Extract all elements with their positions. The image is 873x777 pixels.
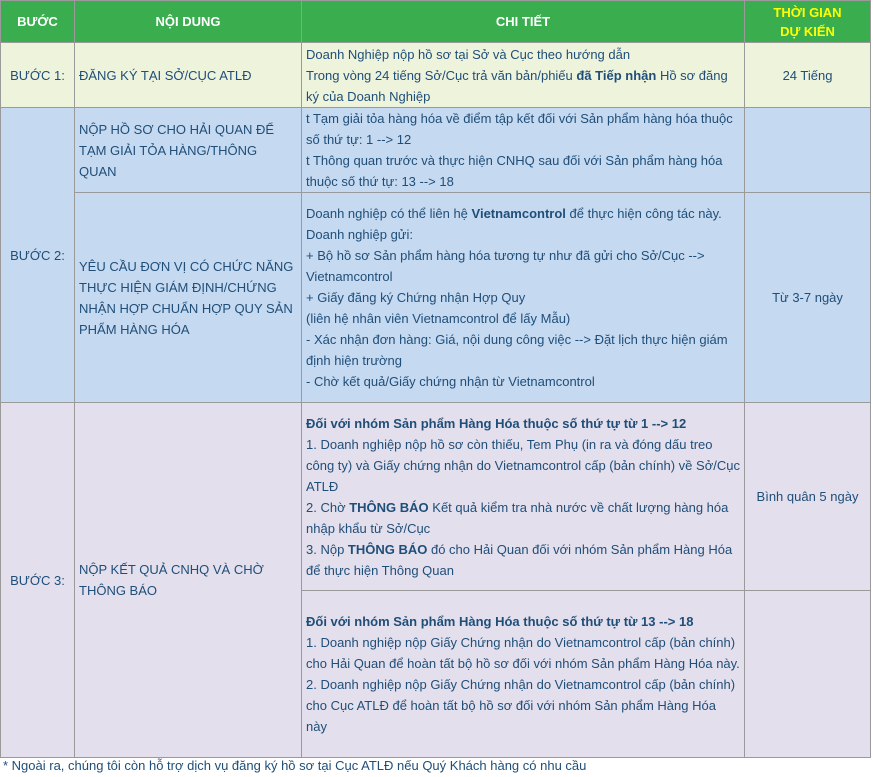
step3a-item-3-post: đó cho Hải Quan đối với nhóm Sản phẩm Hàng Hóa để thực hiện Thông Quan — [306, 541, 733, 578]
step3a-detail — [302, 403, 745, 591]
step3b-title: Đối với nhóm Sản phẩm Hàng Hóa thuộc số thứ tự từ 13 --> 18 — [306, 614, 694, 629]
step1-label: BƯỚC 1: — [1, 43, 75, 108]
header-time — [745, 1, 871, 43]
step1-detail — [302, 43, 745, 108]
step1-detail-post: Hồ sơ đăng ký của Doanh Nghiệp — [306, 67, 728, 104]
step1-detail-bold: đã Tiếp nhận — [576, 67, 657, 83]
footer-note: * Ngoài ra, chúng tôi còn hỗ trợ dịch vụ đăng ký hồ sơ tại Cục ATLĐ nếu Quý Khách hàng có nhu cầu — [3, 758, 587, 773]
step3-label: BƯỚC 3: — [1, 403, 75, 758]
step3a-item-3-bold: THÔNG BÁO — [347, 541, 428, 557]
vietnamcontrol-bold: Vietnamcontrol — [471, 206, 566, 221]
step2b-row — [1, 193, 871, 403]
step3a-item-2-bold: THÔNG BÁO — [349, 499, 429, 515]
step1-detail-line1: Doanh Nghiệp nộp hồ sơ tại Sở và Cục theo hướng dẫn — [306, 46, 631, 62]
step3-time: Bình quân 5 ngày — [745, 403, 871, 591]
step2b-detail-5: (liên hệ nhân viên Vietnamcontrol để lấy Mẫu) — [306, 311, 571, 326]
step3b-item-1: 1. Doanh nghiệp nộp Giấy Chứng nhận do Vietnamcontrol cấp (bản chính) cho Hải Quan để hoàn tất bộ hồ sơ đối với nhóm Sản phẩm Hàng Hóa này. — [306, 635, 740, 671]
step2b-detail-7: - Chờ kết quả/Giấy chứng nhận từ Vietnamcontrol — [306, 374, 595, 389]
step3a-item-1: 1. Doanh nghiệp nộp hồ sơ còn thiếu, Tem Phụ (in ra và đóng dấu treo công ty) và Giấy chứng nhận do Vietnamcontrol cấp (bản chính) về Sở/Cục ATLĐ — [306, 436, 740, 494]
step3a-item-2 — [306, 497, 740, 539]
step1-time: 24 Tiếng — [745, 43, 871, 108]
step2b-detail-3: + Bộ hồ sơ Sản phẩm hàng hóa tương tự như đã gửi cho Sở/Cục --> Vietnamcontrol — [306, 248, 705, 284]
step2a-detail-2: t Thông quan trước và thực hiện CNHQ sau đối với Sản phẩm hàng hóa thuộc số thứ tự: 13 --> 18 — [306, 153, 723, 189]
step3a-item-2-pre: 2. Chờ — [306, 499, 350, 515]
step2a-content: NỘP HỒ SƠ CHO HẢI QUAN ĐỂ TẠM GIẢI TỎA HÀNG/THÔNG QUAN — [75, 108, 302, 193]
step2b-detail-1 — [306, 203, 740, 224]
header-time-line1: THỜI GIAN — [773, 4, 842, 20]
step2-time: Từ 3-7 ngày — [745, 193, 871, 403]
header-row — [1, 1, 871, 43]
step2b-detail-pre: Doanh nghiệp có thể liên hệ — [306, 206, 472, 221]
step1-detail-pre: Trong vòng 24 tiếng Sở/Cục trả văn bản/phiếu — [306, 67, 577, 83]
step2b-detail-2: Doanh nghiệp gửi: — [306, 227, 414, 242]
step3b-detail — [302, 591, 745, 758]
header-time-line2: DỰ KIẾN — [780, 23, 835, 39]
header-step: BƯỚC — [1, 1, 75, 43]
step3-content: NỘP KẾT QUẢ CNHQ VÀ CHỜ THÔNG BÁO — [75, 403, 302, 758]
header-content: NỘI DUNG — [75, 1, 302, 43]
step2a-detail-1: t Tạm giải tỏa hàng hóa về điểm tập kết đối với Sản phẩm hàng hóa thuộc số thứ tự: 1 --> 12 — [306, 111, 733, 147]
step2b-detail-4: + Giấy đăng ký Chứng nhận Hợp Quy — [306, 290, 526, 305]
step2b-detail-post: để thực hiện công tác này. — [565, 206, 722, 221]
step1-content: ĐĂNG KÝ TẠI SỞ/CỤC ATLĐ — [75, 43, 302, 108]
step2b-detail-6: - Xác nhận đơn hàng: Giá, nội dung công việc --> Đặt lịch thực hiện giám định hiện trường — [306, 332, 728, 368]
step2-label: BƯỚC 2: — [1, 108, 75, 403]
step2a-detail — [302, 108, 745, 193]
step2a-row — [1, 108, 871, 193]
step1-row — [1, 43, 871, 108]
header-detail: CHI TIẾT — [302, 1, 745, 43]
step3b-item-2: 2. Doanh nghiệp nộp Giấy Chứng nhận do Vietnamcontrol cấp (bản chính) cho Cục ATLĐ để hoàn tất bộ hồ sơ đối với nhóm Sản phẩm Hàng Hóa này — [306, 677, 736, 734]
step3a-item-2-post: Kết quả kiểm tra nhà nước về chất lượng hàng hóa nhập khẩu từ Sở/Cục — [306, 499, 729, 536]
step3a-item-3-pre: 3. Nộp — [306, 541, 348, 557]
step2b-detail — [302, 193, 745, 403]
step2b-content: YÊU CẦU ĐƠN VỊ CÓ CHỨC NĂNG THỰC HIỆN GIÁM ĐỊNH/CHỨNG NHẬN HỢP CHUẨN HỢP QUY SẢN PHẨM HÀNG HÓA — [75, 193, 302, 403]
step3b-time — [745, 591, 871, 758]
step3a-title: Đối với nhóm Sản phẩm Hàng Hóa thuộc số thứ tự từ 1 --> 12 — [306, 415, 687, 431]
step3a-row — [1, 403, 871, 591]
step2a-time — [745, 108, 871, 193]
step3a-item-3 — [306, 539, 740, 581]
